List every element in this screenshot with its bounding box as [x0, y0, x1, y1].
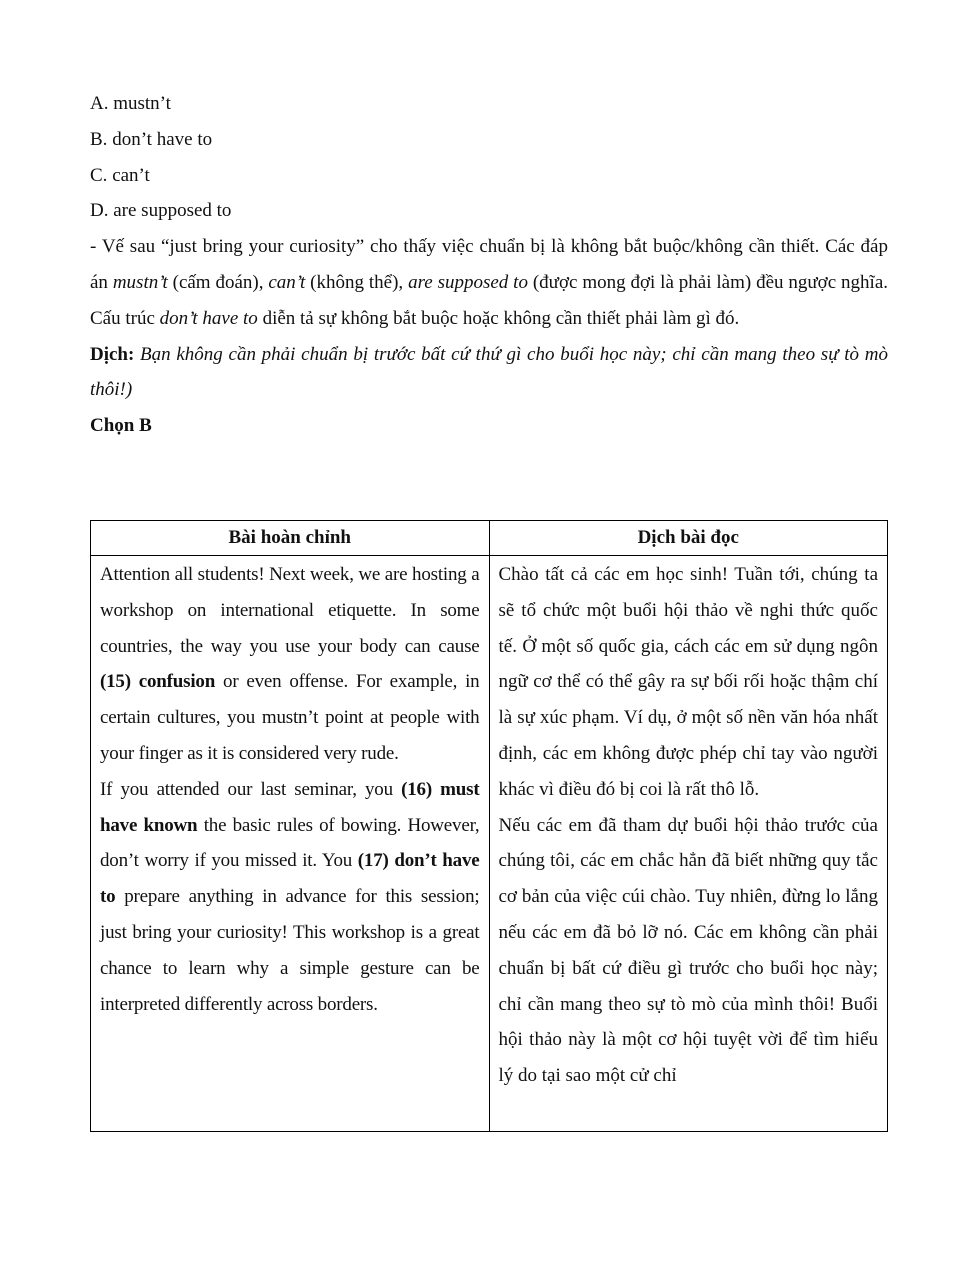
header-translation: Dịch bài đọc: [489, 521, 888, 556]
term-supposed: are supposed to: [408, 271, 528, 293]
table-row: [91, 556, 888, 1132]
answer-15: (15) confusion: [100, 671, 216, 693]
passage-table: [90, 520, 888, 1132]
complete-passage-cell: [91, 556, 490, 1132]
answer-17: (17) don’t have to: [100, 850, 480, 908]
term-cant: can’t: [268, 271, 306, 293]
answer-choice: Chọn B: [90, 415, 152, 437]
term-mustnt: mustn’t: [112, 271, 168, 293]
option-b: B. don’t have to: [90, 128, 213, 150]
option-c: C. can’t: [90, 164, 150, 186]
translation-paragraph: [90, 337, 888, 409]
translation-paragraph-1: Chào tất cả các em học sinh! Tuần tới, chúng ta sẽ tổ chức một buổi hội thảo về nghi thức quốc tế. Ở một số quốc gia, cách các em sử dụng ngôn ngữ cơ thể có thể gây ra sự bối rối hoặc thậm chí là sự xúc phạm. Ví dụ, ở một số nền văn hóa nhất định, các em không được phép chỉ tay vào người khác vì điều đó bị coi là rất thô lỗ.: [498, 564, 878, 800]
explanation-paragraph: - Vế sau “just bring your curiosity” cho thấy việc chuẩn bị là không bắt buộc/không cần thiết. Các đáp án mustn’t (cấm đoán), can’t (không thể), are supposed to (được mong đợi là phải làm) đều ngược nghĩa. Cấu trúc don’t have to diễn tả sự không bắt buộc hoặc không cần thiết phải làm gì đó.: [90, 236, 889, 329]
document-body: [90, 86, 888, 444]
table-header-row: [91, 521, 888, 556]
translation-paragraph-2: Nếu các em đã tham dự buổi hội thảo trước của chúng tôi, các em chắc hẳn đã biết những quy tắc cơ bản của việc cúi chào. Tuy nhiên, đừng lo lắng nếu các em đã bỏ lỡ nó. Các em không cần phải chuẩn bị bất cứ điều gì trước cho buổi học này; chỉ cần mang theo sự tò mò của mình thôi! Buổi hội thảo này là một cơ hội tuyệt vời để tìm hiểu lý do tại sao một cử chỉ: [498, 814, 878, 1087]
answer-16: (16) must have known: [100, 778, 480, 836]
translation-cell: [489, 556, 888, 1132]
translation-text: Bạn không cần phải chuẩn bị trước bất cứ thứ gì cho buổi học này; chỉ cần mang theo sự tò mò thôi!): [90, 343, 888, 401]
option-a: A. mustn’t: [90, 93, 171, 114]
passage-paragraph-1: Attention all students! Next week, we are hosting a workshop on international etiquette. In some countries, the way you use your body can cause (15) confusion or even offense. For example, in certain cultures, you mustn’t point at people with your finger as it is considered very rude.: [100, 564, 480, 764]
header-complete-passage: Bài hoàn chỉnh: [91, 521, 490, 556]
translation-label: Dịch:: [90, 343, 135, 365]
option-d: D. are supposed to: [90, 200, 232, 222]
term-donthave: don’t have to: [159, 307, 258, 329]
passage-paragraph-2: If you attended our last seminar, you (16) must have known the basic rules of bowing. However, don’t worry if you missed it. You (17) don’t have to prepare anything in advance for this session; just bring your curiosity! This workshop is a great chance to learn why a simple gesture can be interpreted differently across borders.: [100, 778, 480, 1015]
